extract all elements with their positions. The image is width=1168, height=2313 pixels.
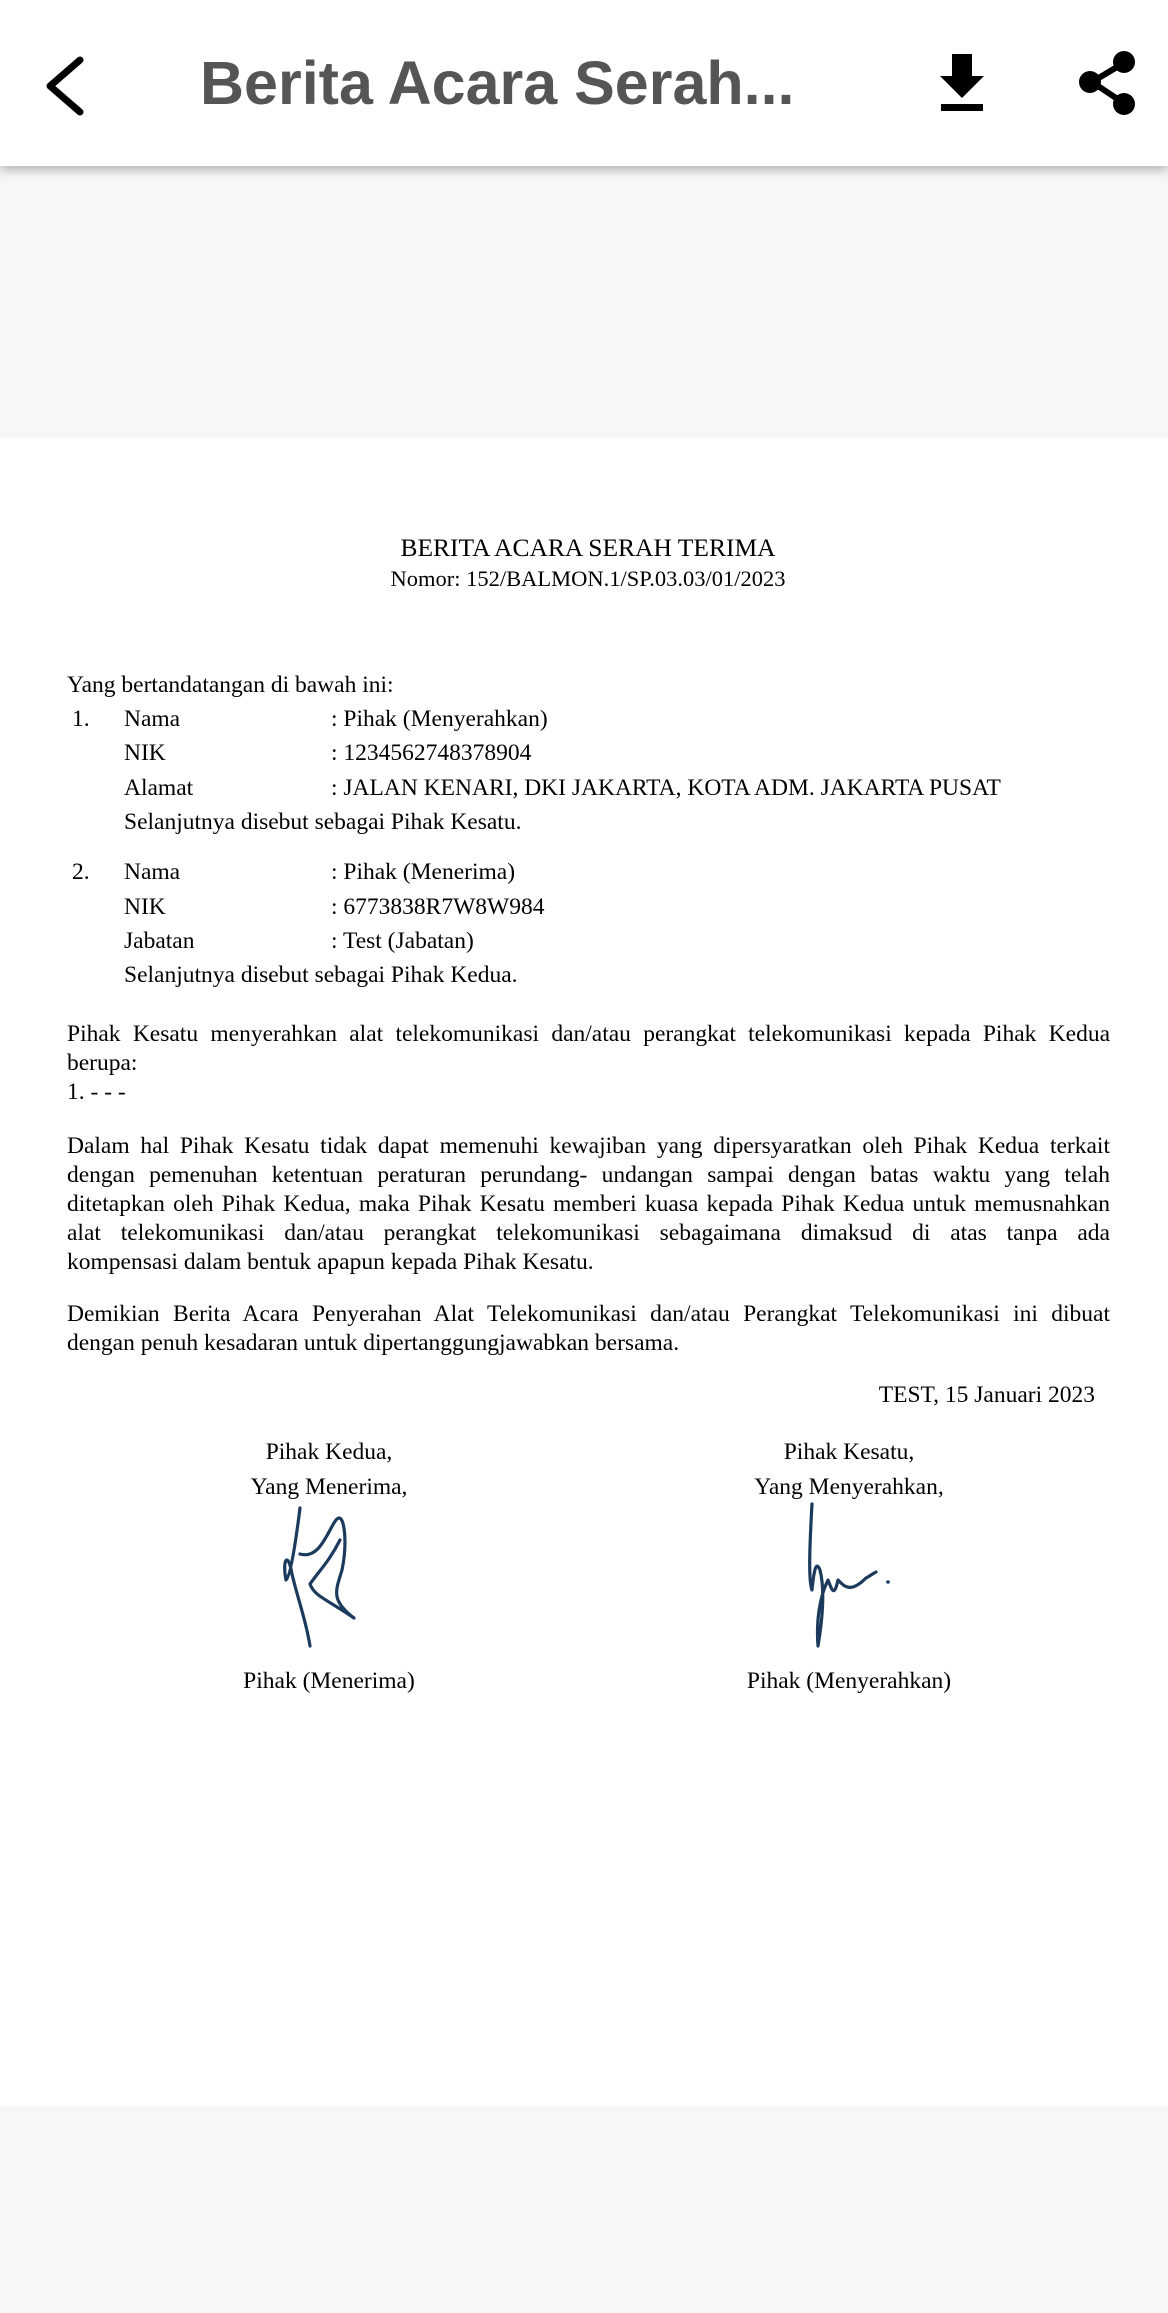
share-button[interactable] — [1072, 46, 1144, 118]
paragraph-line: Pihak Kesatu menyerahkan alat telekomunikasi dan/atau perangkat telekomunikasi kepada Pihak Kedua — [67, 1021, 1110, 1047]
intro-text: Yang bertandatangan di bawah ini: — [67, 672, 394, 698]
paragraph-line: alat telekomunikasi dan/atau perangkat telekomunikasi sebagaimana dimaksud di atas tanpa ada — [67, 1220, 1110, 1246]
download-button[interactable] — [926, 46, 998, 118]
party2-position-label: Jabatan — [124, 928, 195, 954]
signature-role: Pihak Kesatu, — [783, 1439, 915, 1465]
document-title: BERITA ACARA SERAH TERIMA — [400, 533, 776, 562]
signature-caption: Yang Menerima, — [250, 1474, 408, 1500]
signature-block-giver — [649, 1435, 1049, 1505]
party1-nik-value: : 1234562748378904 — [331, 740, 532, 766]
paragraph-closing — [67, 1300, 1110, 1358]
party2-position-value: : Test (Jabatan) — [331, 928, 474, 954]
party2-name-value: : Pihak (Menerima) — [331, 859, 516, 885]
party2-nik-label: NIK — [124, 894, 166, 920]
party1-name-label: Nama — [124, 706, 181, 732]
signature-caption: Yang Menyerahkan, — [754, 1474, 944, 1500]
back-button[interactable] — [36, 42, 96, 122]
paragraph-line: dengan penuh kesadaran untuk dipertanggungjawabkan bersama. — [67, 1330, 680, 1356]
party2-note: Selanjutnya disebut sebagai Pihak Kedua. — [124, 962, 518, 988]
signature-block-receiver — [129, 1435, 529, 1505]
party1-index: 1. — [72, 706, 90, 732]
paragraph-line: kompensasi dalam bentuk apapun kepada Pihak Kesatu. — [67, 1249, 594, 1275]
signature-image-giver — [790, 1500, 910, 1650]
party1-nik-label: NIK — [124, 740, 166, 766]
paragraph-line: Demikian Berita Acara Penyerahan Alat Telekomunikasi dan/atau Perangkat Telekomunikasi ini dibuat — [67, 1301, 1110, 1327]
paragraph-line: berupa: — [67, 1050, 138, 1076]
document-viewer-title: Berita Acara Serah... — [200, 49, 795, 117]
signature-name-receiver: Pihak (Menerima) — [243, 1668, 415, 1694]
paragraph-line: dengan pemenuhan ketentuan peraturan perundang- undangan sampai dengan batas waktu yang telah — [67, 1162, 1110, 1188]
party1-address-value: : JALAN KENARI, DKI JAKARTA, KOTA ADM. JAKARTA PUSAT — [331, 775, 1001, 801]
document-page — [0, 438, 1168, 2106]
paragraph-line: ditetapkan oleh Pihak Kedua, maka Pihak Kesatu memberi kuasa kepada Pihak Kedua untuk memusnahkan — [67, 1191, 1110, 1217]
share-icon — [1072, 46, 1144, 118]
party1-address-label: Alamat — [124, 775, 194, 801]
signature-role: Pihak Kedua, — [265, 1439, 393, 1465]
party2-index: 2. — [72, 859, 90, 885]
handover-item: 1. - - - — [67, 1079, 126, 1105]
paragraph-line: Dalam hal Pihak Kesatu tidak dapat memenuhi kewajiban yang dipersyaratkan oleh Pihak Kedua terkait — [67, 1133, 1110, 1159]
party1-note: Selanjutnya disebut sebagai Pihak Kesatu. — [124, 809, 522, 835]
signature-name-giver: Pihak (Menyerahkan) — [746, 1668, 952, 1694]
party2-name-label: Nama — [124, 859, 181, 885]
paragraph-handover — [67, 1020, 1110, 1107]
download-icon — [926, 46, 998, 118]
party2-nik-value: : 6773838R7W8W984 — [331, 894, 545, 920]
signature-image-receiver — [270, 1500, 390, 1650]
app-bar — [0, 0, 1168, 166]
document-number: Nomor: 152/BALMON.1/SP.03.03/01/2023 — [390, 566, 786, 591]
chevron-left-icon — [36, 42, 96, 122]
place-date: TEST, 15 Januari 2023 — [878, 1382, 1095, 1408]
paragraph-authority — [67, 1132, 1110, 1277]
party1-name-value: : Pihak (Menyerahkan) — [331, 706, 548, 732]
